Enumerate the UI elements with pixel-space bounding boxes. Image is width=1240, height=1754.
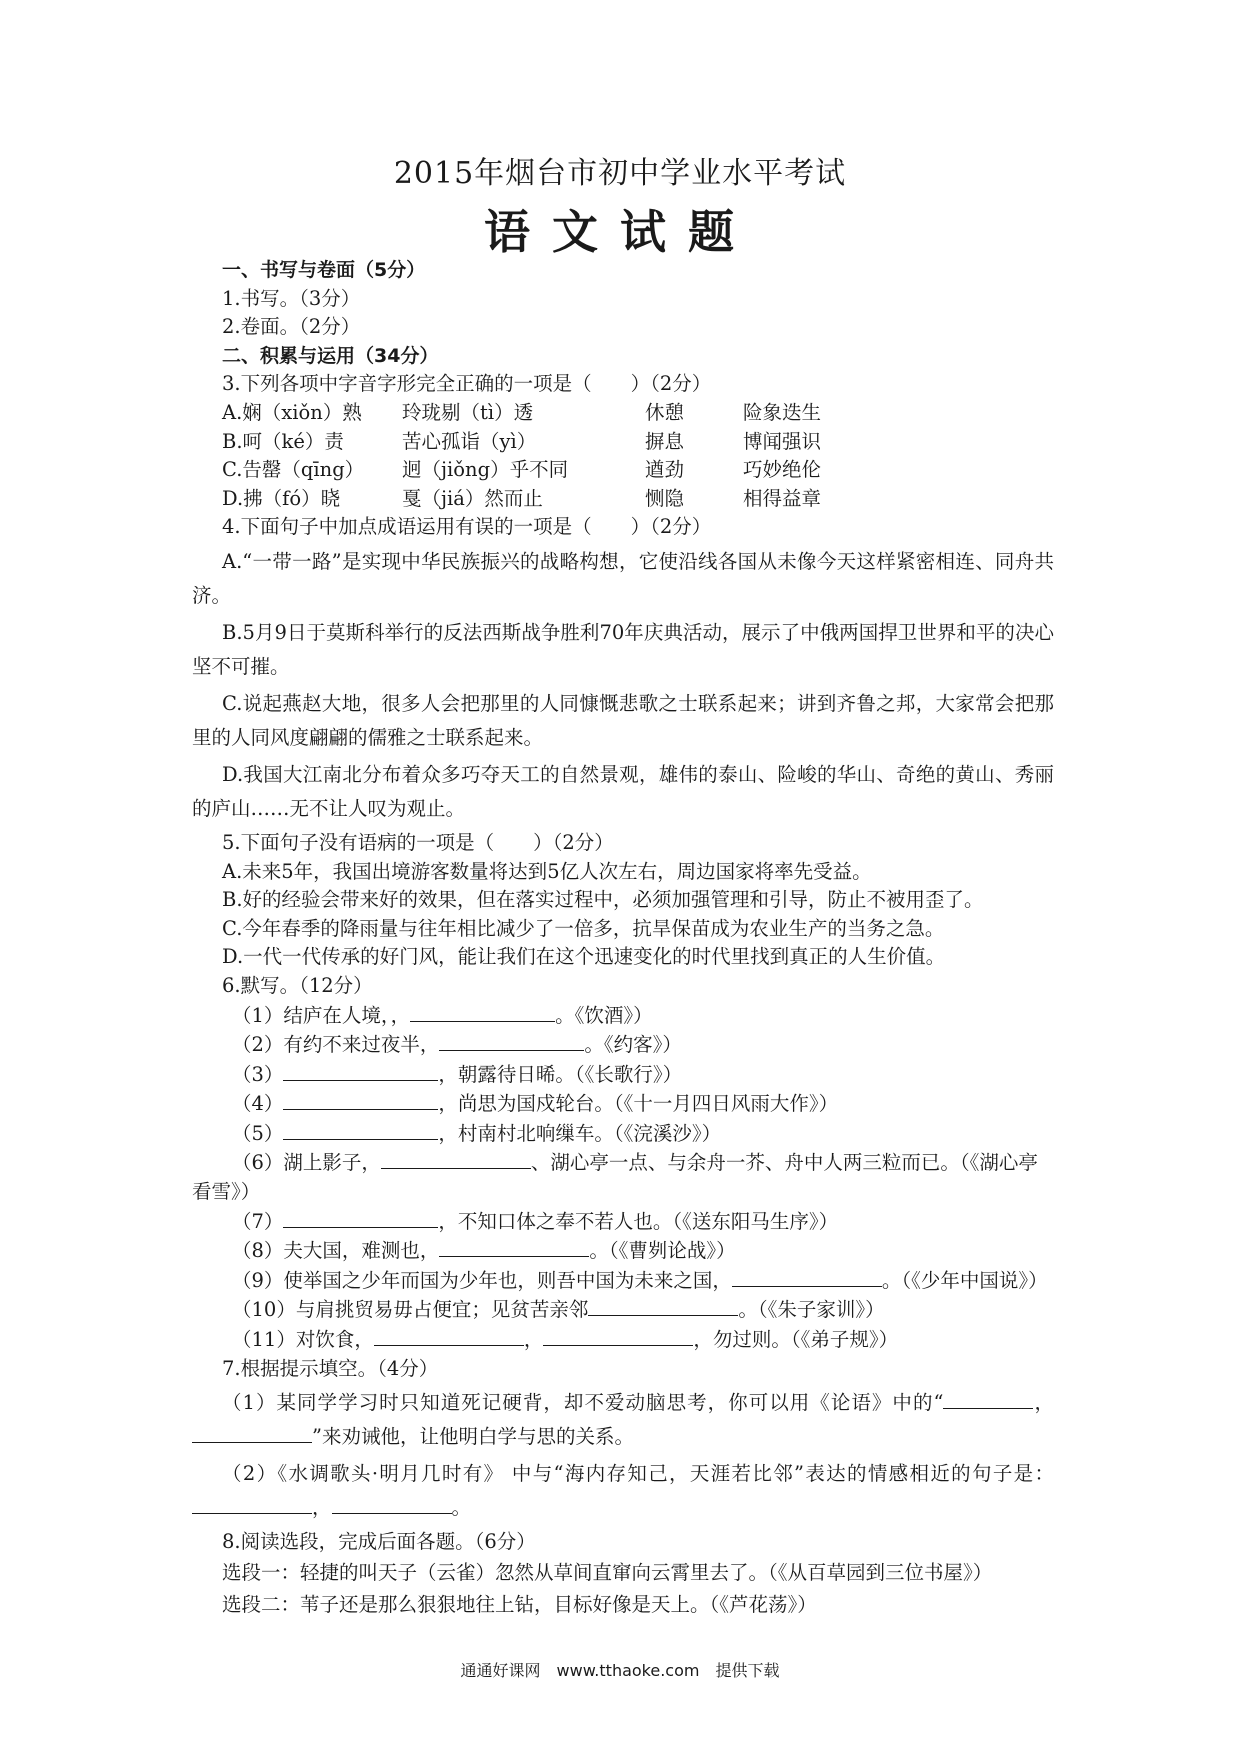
question-6-item-4 (192, 1089, 1054, 1119)
question-4-option-c: C.说起燕赵大地，很多人会把那里的人同慷慨悲歌之士联系起来；讲到齐鲁之邦，大家常会把那里的人同风度翩翩的儒雅之士联系起来。 (192, 691, 1054, 749)
option-cell: 摒息 (645, 429, 685, 453)
question-3-option-b (192, 428, 1054, 457)
item-text: ，朝露待日晞。（《长歌行》） (438, 1062, 683, 1086)
question-4-option-a: A.“一带一路”是实现中华民族振兴的战略构想，它使沿线各国从未像今天这样紧密相连、同舟共济。 (192, 549, 1054, 607)
question-6-item-3 (192, 1060, 1054, 1090)
question-3-option-d (192, 485, 1054, 514)
item-text: （2）《水调歌头·明月几时有》 中与“海内存知己，天涯若比邻”表达的情感相近的句子是： (222, 1462, 1054, 1486)
question-4-option-d: D.我国大江南北分布着众多巧夺天工的自然景观，雄伟的泰山、险峻的华山、奇绝的黄山、秀丽的庐山……无不让人叹为观止。 (192, 762, 1054, 820)
answer-blank[interactable] (332, 1493, 452, 1514)
question-6-item-9 (192, 1266, 1054, 1296)
question-6-item-5 (192, 1119, 1054, 1149)
question-6-item-2 (192, 1030, 1054, 1060)
question-3-option-a (192, 399, 1054, 428)
item-text: ，不知口体之奉不若人也。（《送东阳马生序》） (438, 1209, 839, 1233)
item-text: ，勿过则。（《弟子规》） (693, 1328, 899, 1352)
item-text: （5） (232, 1121, 284, 1145)
option-cell: 巧妙绝伦 (743, 458, 822, 482)
answer-blank[interactable] (283, 1060, 438, 1081)
option-cell: 迥（jiǒng）乎不同 (402, 458, 569, 482)
item-text: ，尚思为国戍轮台。（《十一月四日风雨大作》） (438, 1092, 839, 1116)
question-6-stem: 6.默写。（12分） (222, 973, 373, 997)
option-cell: 苦心孤诣（yì） (402, 429, 537, 453)
item-text: 。《约客》） (584, 1033, 682, 1057)
question-7-part-1 (192, 1386, 1054, 1454)
option-cell: C.告罄（qīng） (222, 458, 365, 482)
answer-blank[interactable] (283, 1207, 438, 1228)
question-6-item-6 (192, 1148, 1054, 1206)
question-7-part-2 (192, 1457, 1054, 1525)
item-text: 。（《少年中国说》） (881, 1268, 1048, 1292)
option-cell: 遒劲 (645, 458, 685, 482)
option-cell: 恻隐 (645, 486, 685, 510)
question-4-stem: 4.下面句子中加点成语运用有误的一项是（ ）（2分） (222, 515, 712, 539)
item-text: 、湖心亭一点、与余舟一芥、舟中人两三粒而已。（《湖心亭看雪》） (192, 1151, 1038, 1204)
answer-blank[interactable] (192, 1422, 312, 1443)
question-2: 2.卷面。（2分） (222, 315, 361, 339)
item-text: 。（《朱子家训》） (738, 1298, 885, 1322)
answer-blank[interactable] (381, 1148, 531, 1169)
question-6-item-1 (192, 1001, 1054, 1031)
question-6-item-10 (192, 1295, 1054, 1325)
question-4-option-b: B.5月9日于莫斯科举行的反法西斯战争胜利70年庆典活动，展示了中俄两国捍卫世界和平的决心坚不可摧。 (192, 620, 1054, 678)
item-text: （2）有约不来过夜半， (232, 1033, 440, 1057)
answer-blank[interactable] (374, 1325, 524, 1346)
item-text: 。《饮酒》） (555, 1003, 653, 1027)
item-text: （10）与肩挑贸易毋占便宜；见贫苦亲邻 (232, 1298, 589, 1322)
item-text: 。（《曹刿论战》） (589, 1239, 736, 1263)
answer-blank[interactable] (283, 1089, 438, 1110)
item-text: （1）某同学学习时只知道死记硬背，却不爱动脑思考，你可以用《论语》中的“ (222, 1391, 944, 1415)
item-text: ”来劝诫他，让他明白学与思的关系。 (312, 1425, 634, 1449)
question-8-passage-2: 选段二：苇子还是那么狠狠地往上钻，目标好像是天上。（《芦花荡》） (222, 1592, 817, 1616)
answer-blank[interactable] (588, 1295, 738, 1316)
question-5-stem: 5.下面句子没有语病的一项是（ ）（2分） (222, 830, 614, 854)
option-cell: 玲珑剔（tì）透 (402, 400, 534, 424)
question-6-item-8 (192, 1236, 1054, 1266)
option-cell: B.呵（ké）责 (222, 429, 344, 453)
exam-content (192, 256, 1054, 1621)
footer-download-note: 通通好课网 www.tthaoke.com 提供下载 (460, 1661, 780, 1680)
item-text: ，村南村北响缫车。（《浣溪沙》） (438, 1121, 722, 1145)
item-text: （4） (232, 1092, 284, 1116)
option-cell: 险象迭生 (743, 400, 822, 424)
answer-blank[interactable] (410, 1001, 555, 1022)
item-text: ， (1033, 1391, 1054, 1415)
question-6-item-7 (192, 1207, 1054, 1237)
question-3-stem: 3.下列各项中字音字形完全正确的一项是（ ）（2分） (222, 372, 712, 396)
option-cell: A.娴（xiǒn）熟 (222, 400, 362, 424)
option-cell: 休憩 (645, 400, 685, 424)
answer-blank[interactable] (192, 1493, 312, 1514)
question-5-option-d: D.一代一代传承的好门风，能让我们在这个迅速变化的时代里找到真正的人生价值。 (222, 945, 946, 969)
question-5-option-b: B.好的经验会带来好的效果，但在落实过程中，必须加强管理和引导，防止不被用歪了。 (222, 888, 984, 912)
item-text: 。 (451, 1496, 472, 1520)
item-text: （1）结庐在人境，， (232, 1003, 411, 1027)
item-text: （3） (232, 1062, 284, 1086)
item-text: ， (523, 1328, 544, 1352)
question-3-option-c (192, 456, 1054, 485)
answer-blank[interactable] (439, 1030, 584, 1051)
option-cell: D.拂（fó）晓 (222, 486, 341, 510)
answer-blank[interactable] (543, 1325, 693, 1346)
item-text: （11）对饮食， (232, 1328, 374, 1352)
question-6-item-11 (192, 1325, 1054, 1355)
question-1: 1.书写。（3分） (222, 286, 361, 310)
item-text: （6）湖上影子， (232, 1151, 381, 1175)
answer-blank[interactable] (732, 1266, 882, 1287)
section-2-heading: 二、积累与运用（34分） (222, 344, 439, 367)
answer-blank[interactable] (439, 1236, 589, 1257)
item-text: ， (312, 1496, 332, 1520)
option-cell: 戛（jiá）然而止 (402, 486, 543, 510)
question-5-option-c: C.今年春季的降雨量与往年相比减少了一倍多，抗旱保苗成为农业生产的当务之急。 (222, 916, 945, 940)
item-text: （8）夫大国，难测也， (232, 1239, 440, 1263)
question-8-stem: 8.阅读选段，完成后面各题。（6分） (222, 1530, 536, 1554)
question-5-option-a: A.未来5年，我国出境游客数量将达到5亿人次左右，周边国家将率先受益。 (222, 859, 872, 883)
question-8-passage-1: 选段一：轻捷的叫天子（云雀）忽然从草间直窜向云霄里去了。（《从百草园到三位书屋》） (222, 1560, 993, 1584)
option-cell: 博闻强识 (743, 429, 822, 453)
section-1-heading: 一、书写与卷面（5分） (222, 259, 426, 281)
exam-title: 2015年烟台市初中学业水平考试 (393, 156, 847, 191)
option-cell: 相得益章 (743, 486, 822, 510)
question-7-stem: 7.根据提示填空。（4分） (222, 1356, 439, 1380)
answer-blank[interactable] (943, 1388, 1033, 1409)
answer-blank[interactable] (283, 1119, 438, 1140)
item-text: （7） (232, 1209, 284, 1233)
item-text: （9）使举国之少年而国为少年也，则吾中国为未来之国， (232, 1268, 732, 1292)
exam-subtitle: 语文试题 (484, 205, 756, 259)
